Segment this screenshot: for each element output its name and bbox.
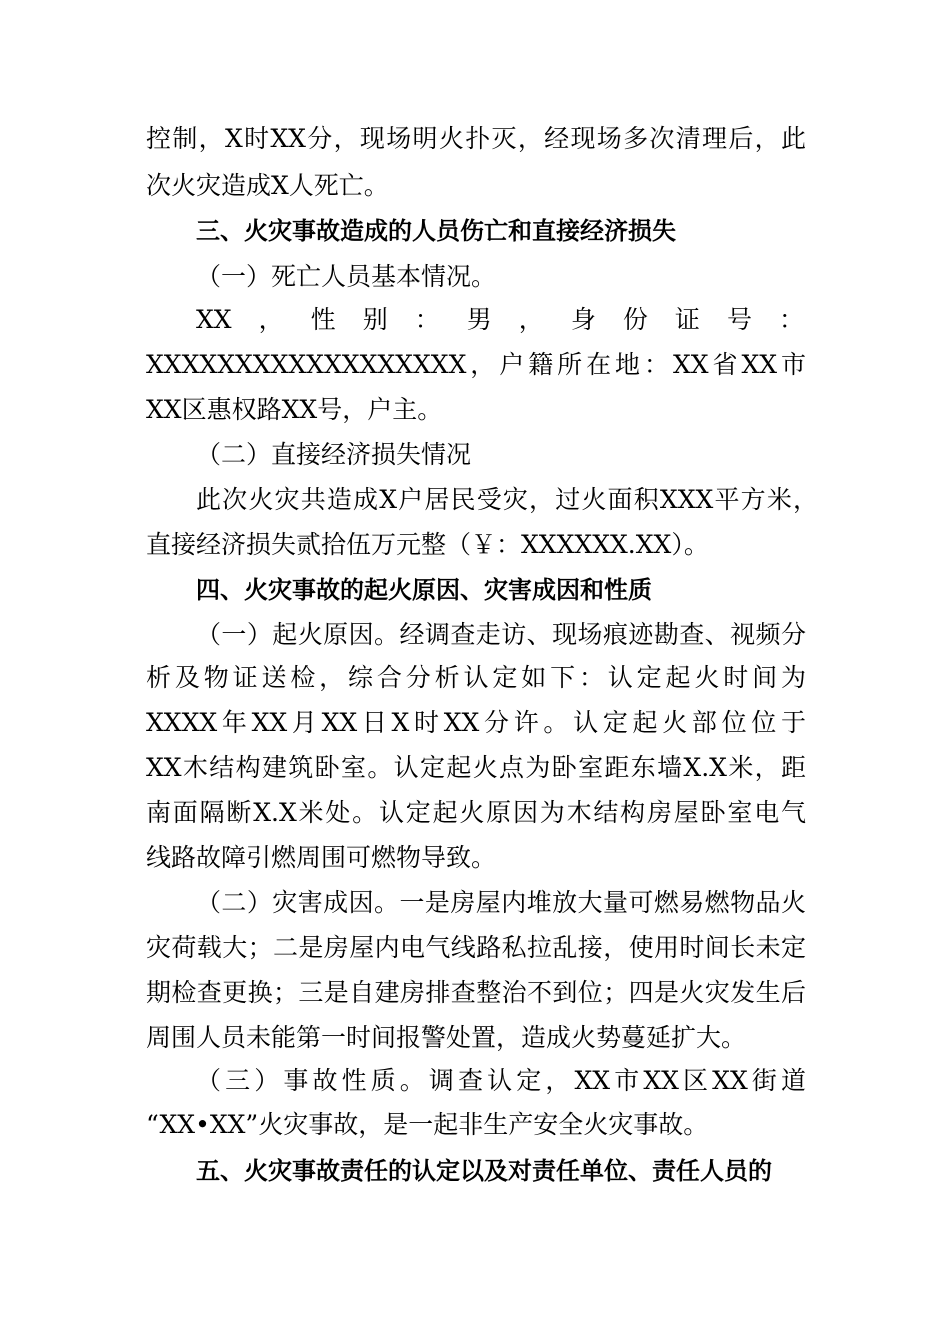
subsection-heading-3-2: （二）直接经济损失情况 (196, 440, 472, 469)
body-line-17: 线路故障引燃周围可燃物导致。 (146, 843, 497, 872)
body-line-19: 灾荷载大；二是房屋内电气线路私拉乱接，使用时间长未定 (146, 933, 806, 962)
body-line-18: （二）灾害成因。一是房屋内堆放大量可燃易燃物品火 (196, 888, 806, 917)
body-line-20: 期检查更换；三是自建房排查整治不到位；四是火灾发生后 (146, 978, 806, 1007)
section-heading-3: 三、火灾事故造成的人员伤亡和直接经济损失 (196, 217, 676, 245)
body-line-22: （三）事故性质。调查认定，XX市XX区XX街道 (196, 1066, 806, 1095)
body-line-15: XX木结构建筑卧室。认定起火点为卧室距东墙X.X米，距 (146, 753, 806, 782)
section-heading-5: 五、火灾事故责任的认定以及对责任单位、责任人员的 (196, 1157, 772, 1185)
body-line-7: XX区惠权路XX号，户主。 (146, 395, 443, 424)
body-line-16: 南面隔断X.X米处。认定起火原因为木结构房屋卧室电气 (146, 798, 806, 827)
body-line-10: 直接经济损失贰拾伍万元整（￥：XXXXXX.XX）。 (146, 530, 709, 559)
body-line-23: “XX•XX”火灾事故，是一起非生产安全火灾事故。 (146, 1110, 709, 1139)
body-line-1: 控制，X时XX分，现场明火扑灭，经现场多次清理后，此 (146, 124, 806, 153)
body-line-6: XXXXXXXXXXXXXXXXXX，户籍所在地：XX省XX市 (146, 350, 806, 379)
body-line-14: XXXX年XX月XX日X时XX分许。认定起火部位位于 (146, 708, 806, 737)
body-line-5: XX，性别：男，身份证号： (196, 305, 804, 334)
body-line-12: （一）起火原因。经调查走访、现场痕迹勘查、视频分 (196, 620, 806, 649)
body-line-9: 此次火灾共造成X户居民受灾，过火面积XXX平方米， (196, 485, 818, 514)
body-line-2: 次火灾造成X人死亡。 (146, 171, 389, 200)
section-heading-4: 四、火灾事故的起火原因、灾害成因和性质 (196, 576, 652, 604)
subsection-heading-3-1: （一）死亡人员基本情况。 (196, 262, 497, 291)
body-line-13: 析及物证送检，综合分析认定如下：认定起火时间为 (146, 663, 806, 692)
body-line-21: 周围人员未能第一时间报警处置，造成火势蔓延扩大。 (146, 1023, 747, 1052)
